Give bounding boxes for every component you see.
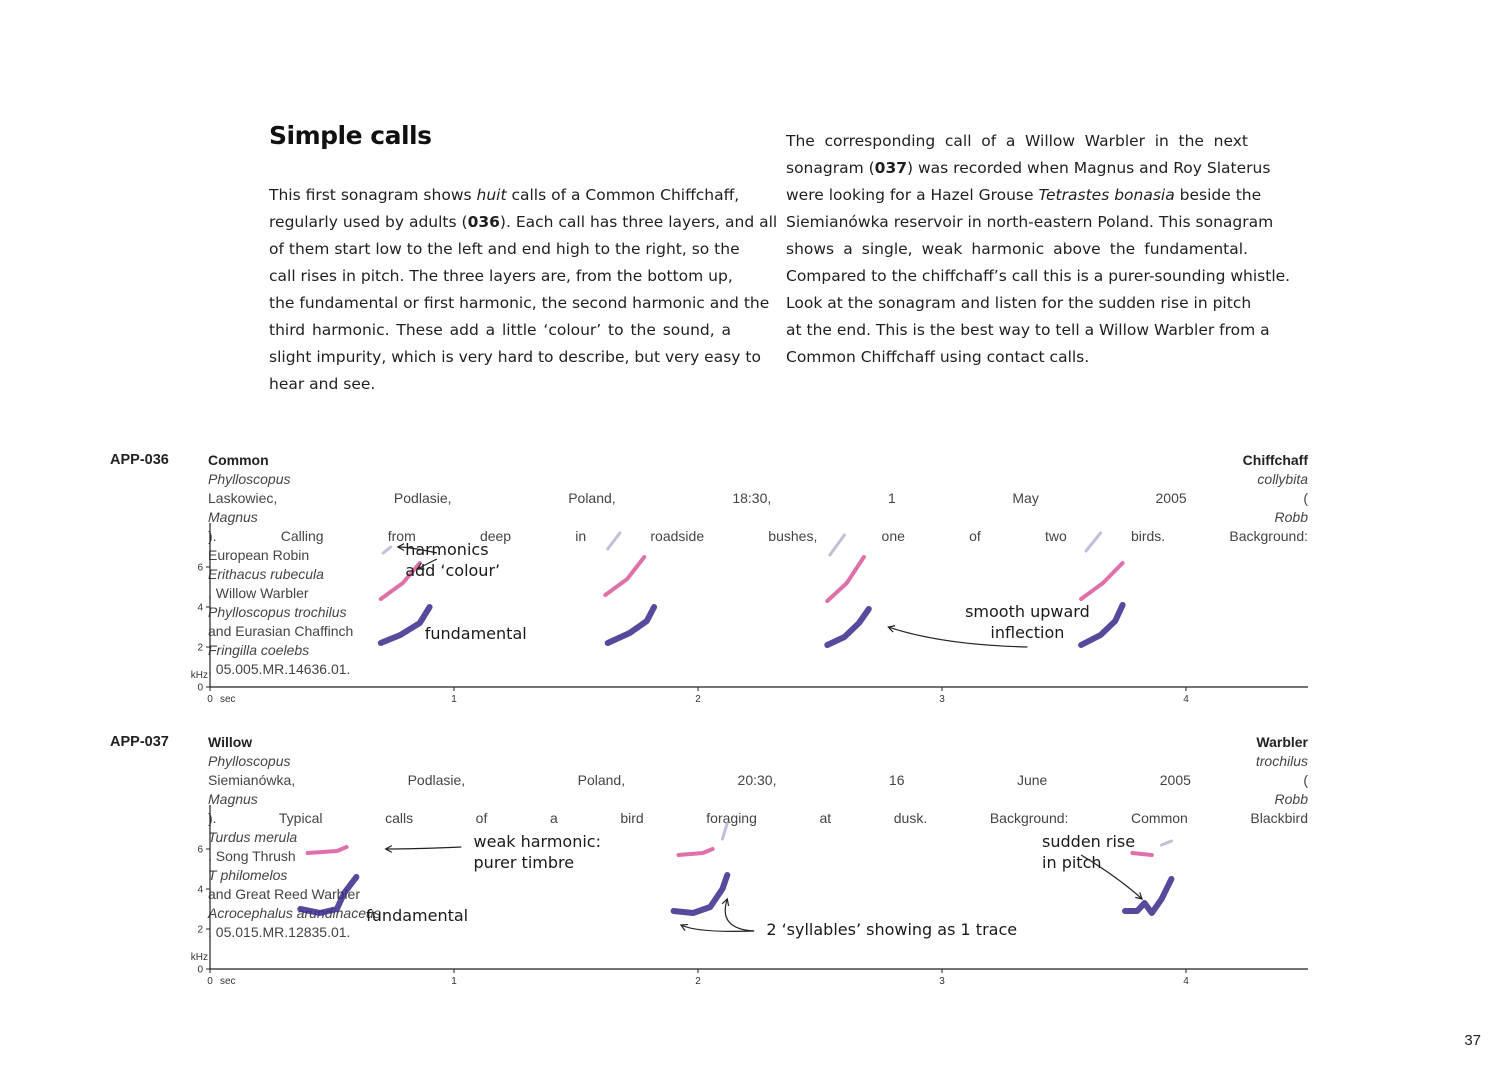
text-run: Phylloscopus trochilus [208,604,347,620]
x-tick-label: 0 [207,694,213,705]
annotation: add ‘colour’ [405,561,501,580]
fundamental-trace [1125,879,1171,913]
x-tick-label: 2 [695,976,701,987]
fundamental-trace [827,609,869,645]
text-run: ) was recorded when Magnus and Roy Slaterus [907,159,1271,177]
fundamental-trace [300,877,356,913]
text-line [269,317,731,344]
text-run: regularly used by adults ( [269,213,468,231]
recording-code: APP-037 [110,734,169,750]
text-run: call rises in pitch. The three layers are, from the bottom up, [269,267,733,285]
text-run: Phylloscopus trochilus [208,753,1308,769]
y-tick-label: 6 [197,562,203,574]
annotation: fundamental [366,906,469,925]
harmonic-trace [1162,841,1172,845]
text-line [269,209,778,236]
harmonic-trace [608,533,620,549]
fundamental-trace [674,875,728,913]
text-line [786,128,1248,155]
text-run: European Robin [208,547,310,563]
text-run: The corresponding call of a Willow Warbler in the next [786,132,1248,150]
text-run: Compared to the chiffchaff’s call this is a purer-sounding whistle. [786,267,1291,285]
text-run: sonagram ( [786,159,875,177]
text-run: huit [476,186,507,204]
text-run: beside the [1174,186,1262,204]
text-run: Siemianówka reservoir in north-eastern Poland. This sonagram [786,213,1274,231]
y-tick-label: 6 [197,844,203,856]
text-run: ). Each call has three layers, and all [499,213,778,231]
text-line [269,236,740,263]
text-run: . 05.005.MR.14636.01. [208,661,351,677]
text-line [269,344,761,371]
y-tick-label: 4 [197,884,203,896]
text-line [269,182,740,209]
harmonic-trace [605,557,644,595]
x-tick-label: 3 [939,976,945,987]
text-run: Magnus Robb [208,791,1308,807]
annotation: harmonics [405,540,489,559]
text-run: Fringilla coelebs [208,642,310,658]
x-tick-label: 1 [451,694,457,705]
annotation-arrow [681,925,754,931]
y-tick-label: 2 [197,924,203,936]
text-line [269,371,731,398]
y-tick-label: 0 [197,682,203,694]
text-run: Look at the sonagram and listen for the sudden rise in pitch [786,294,1252,312]
body-text-right-column [786,128,1291,371]
y-tick-label: 2 [197,642,203,654]
x-unit-label: sec [220,694,236,705]
text-line [786,317,1270,344]
harmonic-trace [1086,533,1101,551]
text-run: shows a single, weak harmonic above the fundamental. [786,240,1248,258]
text-run: Phylloscopus collybita [208,471,1308,487]
text-run: Siemianówka, Podlasie, Poland, 20:30, 16 June 2005 ( [208,772,1308,788]
x-tick-label: 4 [1183,694,1189,705]
text-run: at the end. This is the best way to tell a Willow Warbler from a [786,321,1270,339]
annotation: smooth upward [965,602,1090,621]
text-run: calls of a Common Chiffchaff, [506,186,740,204]
text-line [269,263,731,290]
harmonic-trace [1132,853,1152,855]
text-run: Magnus Robb [208,509,1308,525]
text-run: Common Chiffchaff using contact calls. [786,348,1090,366]
text-line [786,155,1271,182]
fundamental-trace [381,607,430,643]
text-run: hear and see. [269,375,376,393]
annotation: 2 ‘syllables’ showing as 1 trace [766,920,1018,939]
text-line [786,344,1248,371]
text-run: . 05.015.MR.12835.01. [208,924,351,940]
harmonic-trace [1081,563,1123,599]
sonagram-app-037 [180,792,1320,992]
text-run: third harmonic. These add a little ‘colour’ to the sound, a [269,321,731,339]
text-line [786,182,1262,209]
y-tick-label: 0 [197,964,203,976]
text-run: Turdus merula [208,829,298,845]
text-run: , Song Thrush [208,848,296,864]
y-unit-label: kHz [190,670,208,681]
harmonic-trace [827,557,864,601]
y-unit-label: kHz [190,952,208,963]
text-run: T philomelos [208,867,288,883]
annotation-arrow [386,847,462,849]
text-run: , Willow Warbler [208,585,309,601]
text-run: ). Calling from deep in roadside bushes, one of two birds. Background: [208,528,1308,544]
annotation-arrow [725,899,754,931]
annotation: sudden rise [1042,832,1136,851]
body-text-left-column [269,182,778,398]
text-run: Acrocephalus arundinaceus [208,905,381,921]
harmonic-trace [308,847,347,853]
page-title: Simple calls [269,121,432,150]
text-run: slight impurity, which is very hard to describe, but very easy to [269,348,761,366]
text-line [786,236,1248,263]
annotation: fundamental [424,624,527,643]
text-run: Tetrastes bonasia [1038,186,1175,204]
text-run: Common Chiffchaff [208,452,1308,468]
text-run: were looking for a Hazel Grouse [786,186,1039,204]
text-run: and Great Reed Warbler [208,886,360,902]
text-run: ). Typical calls of a bird foraging at dusk. Background: Common Blackbird [208,810,1308,826]
text-line [786,263,1291,290]
annotation: purer timbre [473,853,575,872]
harmonic-trace [722,823,727,839]
text-run: Willow Warbler [208,734,1308,750]
harmonic-trace [830,535,845,555]
recording-code: APP-036 [110,452,169,468]
sonagram-app-036 [180,510,1320,710]
x-unit-label: sec [220,976,236,987]
y-tick-label: 4 [197,602,203,614]
text-run: of them start low to the left and end high to the right, so the [269,240,740,258]
text-line [786,209,1274,236]
x-tick-label: 2 [695,694,701,705]
fundamental-trace [608,607,654,643]
x-tick-label: 1 [451,976,457,987]
x-tick-label: 4 [1183,976,1189,987]
harmonic-trace [383,547,390,553]
annotation: inflection [990,623,1065,642]
text-run: This first sonagram shows [269,186,477,204]
text-line [269,290,770,317]
text-run: Laskowiec, Podlasie, Poland, 18:30, 1 May 2005 ( [208,490,1308,506]
text-line [786,290,1252,317]
text-run: 037 [874,159,908,177]
annotation: weak harmonic: [473,832,602,851]
text-run: and Eurasian Chaffinch [208,623,354,639]
x-tick-label: 0 [207,976,213,987]
text-run: 036 [467,213,500,231]
text-run: the fundamental or first harmonic, the second harmonic and the [269,294,770,312]
annotation: in pitch [1042,853,1102,872]
x-tick-label: 3 [939,694,945,705]
text-run: Erithacus rubecula [208,566,324,582]
page-number: 37 [1464,1032,1481,1049]
harmonic-trace [679,849,713,855]
